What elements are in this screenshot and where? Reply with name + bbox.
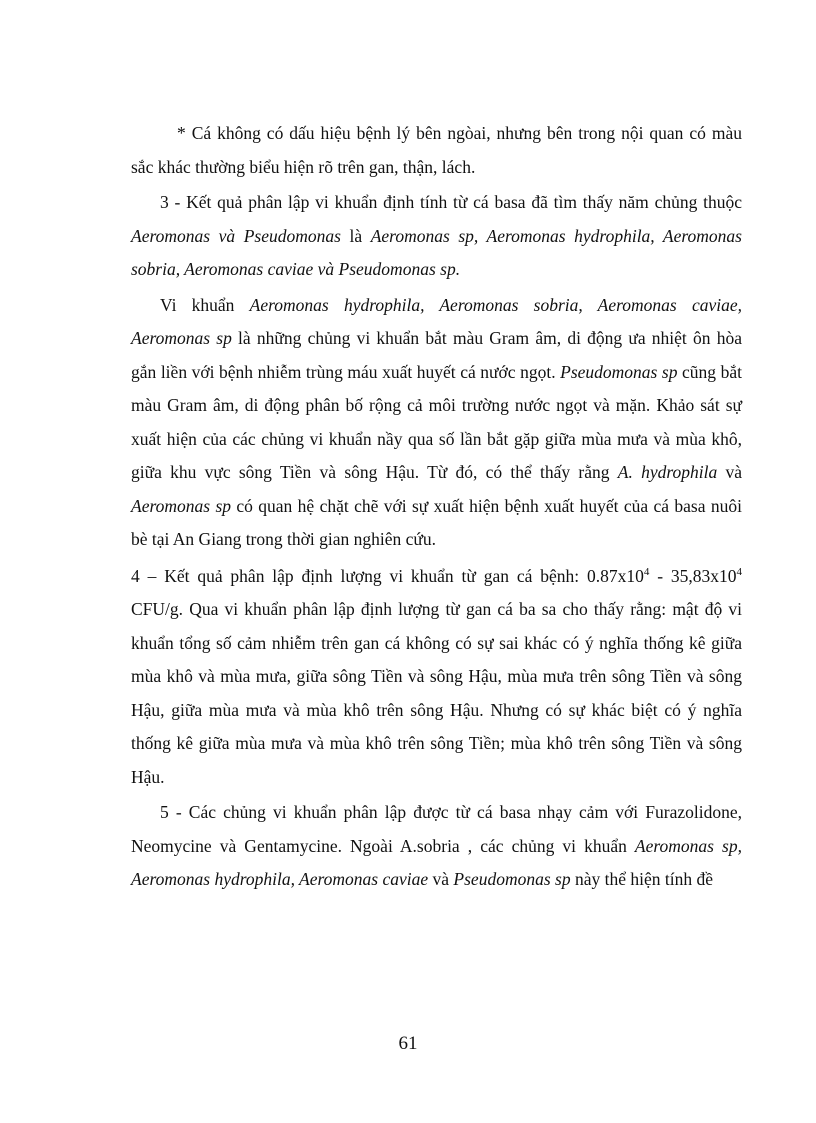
text-run: là	[340, 225, 371, 246]
species-name: Aeromonas sp, Aeromonas hydrophila, Aeromonas sobria, Aeromonas caviae và Pseudomonas sp.	[131, 225, 742, 279]
text-run: là những chủng vi khuẩn bắt màu Gram âm, di động ưa nhiệt ôn hòa gắn liền với bệnh nhiễm trùng máu xuất huyết cá nước ngọt.	[131, 328, 742, 382]
species-name: Aeromonas hydrophila, Aeromonas sobria, Aeromonas caviae, Aeromonas sp	[131, 294, 742, 348]
paragraph-result-5	[131, 796, 742, 897]
text-run: và	[428, 869, 454, 889]
text-run: có quan hệ chặt chẽ với sự xuất hiện bệnh xuất huyết của cá basa nuôi bè tại An Giang trong thời gian nghiên cứu.	[131, 495, 742, 549]
exponent: 4	[736, 565, 742, 578]
body-text	[131, 117, 742, 897]
species-name: Pseudomonas sp	[560, 361, 678, 382]
species-name: Pseudomonas sp	[453, 869, 571, 889]
paragraph-result-4	[131, 560, 742, 795]
page-number: 61	[398, 1033, 418, 1054]
text-run: - 35,83x10	[649, 565, 737, 586]
exponent: 4	[643, 565, 650, 578]
text-run: Vi khuẩn	[160, 294, 250, 315]
text-run: CFU/g. Qua vi khuẩn phân lập định lượng từ gan cá ba sa cho thấy rằng: mật độ vi khuẩn tổng số cảm nhiễm trên gan cá không có sự sai khác có ý nghĩa thống kê giữa mùa khô và mùa mưa, giữa sông Tiền và sông Hậu, mùa mưa trên sông Tiền và sông Hậu, giữa mùa mưa và mùa khô trên sông Hậu. Nhưng có sự khác biệt có ý nghĩa thống kê giữa mùa mưa và mùa khô trên sông Tiền; mùa khô trên sông Tiền và sông Hậu.	[131, 599, 742, 787]
species-name: A. hydrophila	[617, 462, 718, 482]
text-run: 3 - Kết quả phân lập vi khuẩn định tính từ cá basa đã tìm thấy năm chủng thuộc	[160, 192, 742, 212]
species-name: Aeromonas sp, Aeromonas hydrophila, Aeromonas caviae	[131, 835, 742, 889]
paragraph-result-3	[131, 186, 742, 287]
text-run: 5 - Các chủng vi khuẩn phân lập được từ cá basa nhạy cảm với Furazolidone, Neomycine và Gentamycine. Ngoài A.sobria , các chủng vi khuẩn	[131, 802, 742, 856]
paragraph-bacteria	[131, 289, 742, 557]
text-run: và	[717, 462, 742, 482]
species-name: Aeromonas và Pseudomonas	[131, 225, 341, 246]
text-run: cũng bắt màu Gram âm, di động phân bố rộng cả môi trường nước ngọt và mặn. Khảo sát sự xuất hiện của các chủng vi khuẩn nầy qua số lần bắt gặp giữa mùa mưa và mùa khô, giữa khu vực sông Tiền và sông Hậu. Từ đó, có thể thấy rằng	[131, 361, 742, 482]
paragraph-observation	[131, 117, 742, 184]
paragraph-text: * Cá không có dấu hiệu bệnh lý bên ngòai, nhưng bên trong nội quan có màu sắc khác thường biểu hiện rõ trên gan, thận, lách.	[131, 123, 742, 177]
text-run: này thể hiện tính đề	[570, 869, 713, 889]
text-run: 4 – Kết quả phân lập định lượng vi khuẩn từ gan cá bệnh: 0.87x10	[131, 565, 644, 586]
species-name: Aeromonas sp	[131, 495, 232, 516]
